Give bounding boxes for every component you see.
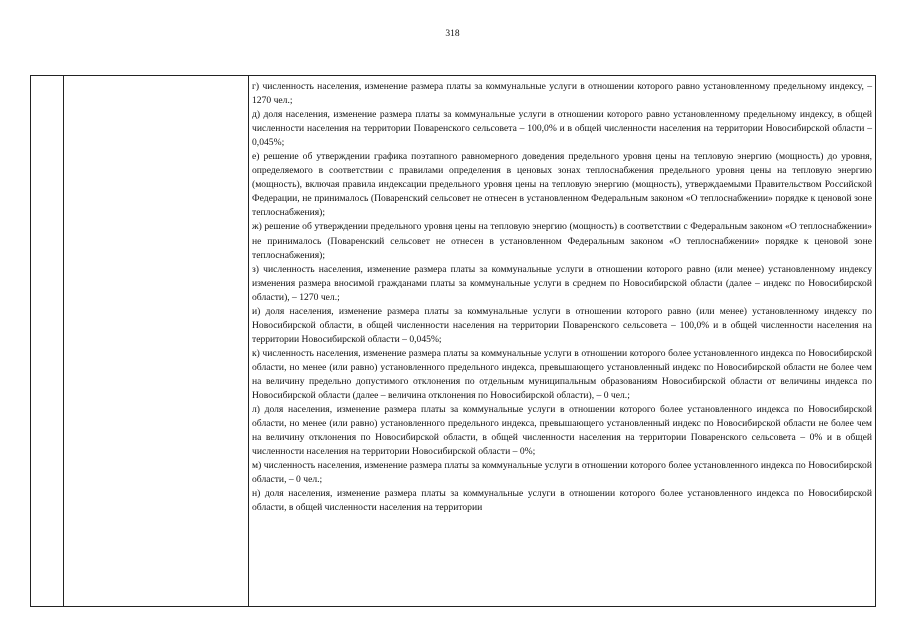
table-column-divider [248, 76, 249, 606]
paragraph-zh: ж) решение об утверждении предельного уровня цены на тепловую энергию (мощность) в соответствии с Федеральным законом «О теплоснабжении» не принималось (Поваренский сельсовет не отнесен в установленном Федеральным законом «О теплоснабжении» порядке к ценовой зоне теплоснабжения); [252, 221, 872, 261]
table-text-cell [252, 80, 872, 515]
page-number: 318 [445, 29, 460, 39]
paragraph-d: д) доля населения, изменение размера платы за коммунальные услуги в отношении которого равно установленному предельному индексу, в общей численности населения на территории Поваренского сельсовета – 100,0% и в общей численности населения на территории Новосибирской области – 0,045%; [252, 109, 872, 149]
paragraph-z: з) численность населения, изменение размера платы за коммунальные услуги в отношении которого равно (или менее) установленному индексу изменения размера вносимой гражданами платы за коммунальные услуги в среднем по Новосибирской области (далее – индекс по Новосибирской области), – 1270 чел.; [252, 263, 872, 303]
paragraph-e: е) решение об утверждении графика поэтапного равномерного доведения предельного уровня цены на тепловую энергию (мощность) до уровня, определяемого в соответствии с правилами определения в ценовых зонах теплоснабжения предельного уровня цены на тепловую энергию (мощность), включая правила индексации предельного уровня цены на тепловую энергию (мощность), утверждаемыми Правительством Российской Федерации, не принималось (Поваренский сельсовет не отнесен в установленном Федеральным законом «О теплоснабжении» порядке к ценовой зоне теплоснабжения); [252, 151, 872, 219]
paragraph-k: к) численность населения, изменение размера платы за коммунальные услуги в отношении которого более установленного индекса по Новосибирской области, но менее (или равно) установленного предельного индекса, превышающего установленный индекс по Новосибирской области не более чем на величину предельно допустимого отклонения по отдельным муниципальным образованиям Новосибирской области от величины индекса по Новосибирской области (далее – величина отклонения по Новосибирской области), – 0 чел.; [252, 347, 872, 402]
paragraph-i: и) доля населения, изменение размера платы за коммунальные услуги в отношении которого равно (или менее) установленному индексу по Новосибирской области, в общей численности населения на территории Поваренского сельсовета – 100,0% и в общей численности населения на территории Новосибирской области – 0,045%; [252, 305, 872, 345]
paragraph-l: л) доля населения, изменение размера платы за коммунальные услуги в отношении которого более установленного индекса по Новосибирской области, но менее (или равно) установленного предельного индекса, превышающего установленный индекс по Новосибирской области не более чем на величину отклонения по Новосибирской области, в общей численности населения на территории Поваренского сельсовета – 0% и в общей численности населения на территории Новосибирской области – 0%; [252, 404, 872, 458]
paragraph-n: н) доля населения, изменение размера платы за коммунальные услуги в отношении которого более установленного индекса по Новосибирской области, в общей численности населения на территории [252, 488, 872, 514]
document-table [30, 75, 876, 607]
paragraph-m: м) численность населения, изменение размера платы за коммунальные услуги в отношении которого более установленного индекса по Новосибирской области, – 0 чел.; [252, 460, 872, 486]
paragraph-g: г) численность населения, изменение размера платы за коммунальные услуги в отношении которого равно установленному предельному индексу, – 1270 чел.; [252, 81, 872, 107]
table-column-divider [63, 76, 64, 606]
